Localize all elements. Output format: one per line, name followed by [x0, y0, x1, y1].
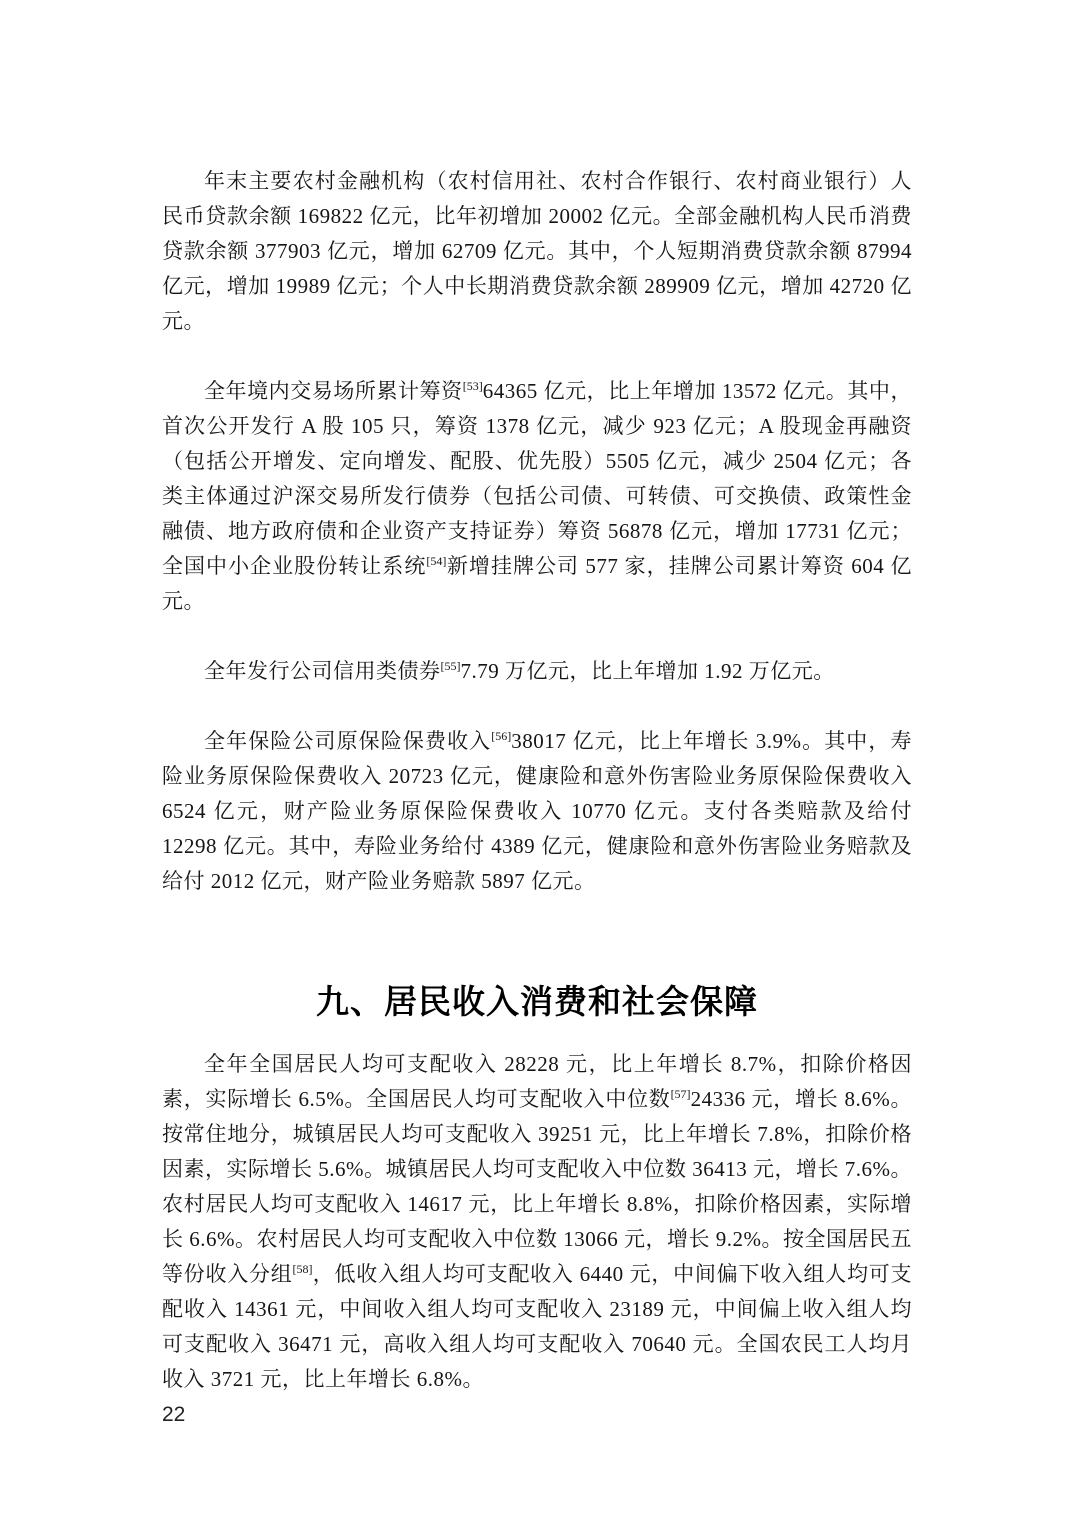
footnote-ref-54: [54]	[426, 554, 447, 568]
paragraph-text: 全年保险公司原保险保费收入	[204, 729, 492, 753]
paragraph-text: 新增挂牌公司 577 家，挂牌公司累计筹资 604 亿元。	[162, 554, 913, 613]
paragraph-text: 7.79 万亿元，比上年增加 1.92 万亿元。	[460, 659, 835, 683]
paragraph-text: 24336 元，增长 8.6%。按常住地分，城镇居民人均可支配收入 39251 元，比上年增长 7.8%，扣除价格因素，实际增长 5.6%。城镇居民人均可支配收入中位数 36413 元，增长 7.6%。农村居民人均可支配收入 14617 元，比上年增长 8.8%，扣除价格因素，实际增长 6.6%。农村居民人均可支配收入中位数 13066 元，增长 9.2%。按全国居民五等份收入分组	[162, 1087, 912, 1286]
footnote-ref-55: [55]	[440, 659, 461, 673]
paragraph-text: 年末主要农村金融机构（农村信用社、农村合作银行、农村商业银行）人民币贷款余额 169822 亿元，比年初增加 20002 亿元。全部金融机构人民币消费贷款余额 377903 亿元，增加 62709 亿元。其中，个人短期消费贷款余额 87994 亿元，增加 19989 亿元；个人中长期消费贷款余额 289909 亿元，增加 42720 亿元。	[162, 169, 912, 333]
footnote-ref-53: [53]	[462, 379, 483, 393]
footnote-ref-57: [57]	[670, 1087, 691, 1101]
page-number: 22	[162, 1403, 186, 1426]
paragraph-capital-market-fundraising	[162, 374, 912, 619]
footnote-ref-58: [58]	[292, 1262, 313, 1276]
paragraph-household-income	[162, 1047, 912, 1397]
document-body	[162, 164, 912, 1432]
footnote-ref-56: [56]	[491, 729, 512, 743]
paragraph-text: 全年发行公司信用类债券	[204, 659, 441, 683]
paragraph-text: 64365 亿元，比上年增加 13572 亿元。其中，首次公开发行 A 股 105 只，筹资 1378 亿元，减少 923 亿元；A 股现金再融资（包括公开增发、定向增发、配股、优先股）5505 亿元，减少 2504 亿元；各类主体通过沪深交易所发行债券（包括公司债、可转债、可交换债、政策性金融债、地方政府债和企业资产支持证券）筹资 56878 亿元，增加 17731 亿元；全国中小企业股份转让系统	[162, 379, 912, 578]
paragraph-text: ，低收入组人均可支配收入 6440 元，中间偏下收入组人均可支配收入 14361 元，中间收入组人均可支配收入 23189 元，中间偏上收入组人均可支配收入 36471 元，高收入组人均可支配收入 70640 元。全国农民工人均月收入 3721 元，比上年增长 6.8%。	[162, 1262, 913, 1391]
paragraph-text: 全年全国居民人均可支配收入 28228 元，比上年增长 8.7%，扣除价格因素，实际增长 6.5%。全国居民人均可支配收入中位数	[162, 1052, 912, 1111]
paragraph-corporate-credit-bonds	[162, 654, 912, 689]
paragraph-insurance-premiums	[162, 724, 912, 899]
paragraph-text: 38017 亿元，比上年增长 3.9%。其中，寿险业务原保险保费收入 20723 亿元，健康险和意外伤害险业务原保险保费收入 6524 亿元，财产险业务原保险保费收入 10770 亿元。支付各类赔款及给付 12298 亿元。其中，寿险业务给付 4389 亿元，健康险和意外伤害险业务赔款及给付 2012 亿元，财产险业务赔款 5897 亿元。	[162, 729, 912, 893]
paragraph-text: 全年境内交易场所累计筹资	[204, 379, 463, 403]
paragraph-rural-finance-loans	[162, 164, 912, 339]
section-heading: 九、居民收入消费和社会保障	[316, 983, 758, 1020]
